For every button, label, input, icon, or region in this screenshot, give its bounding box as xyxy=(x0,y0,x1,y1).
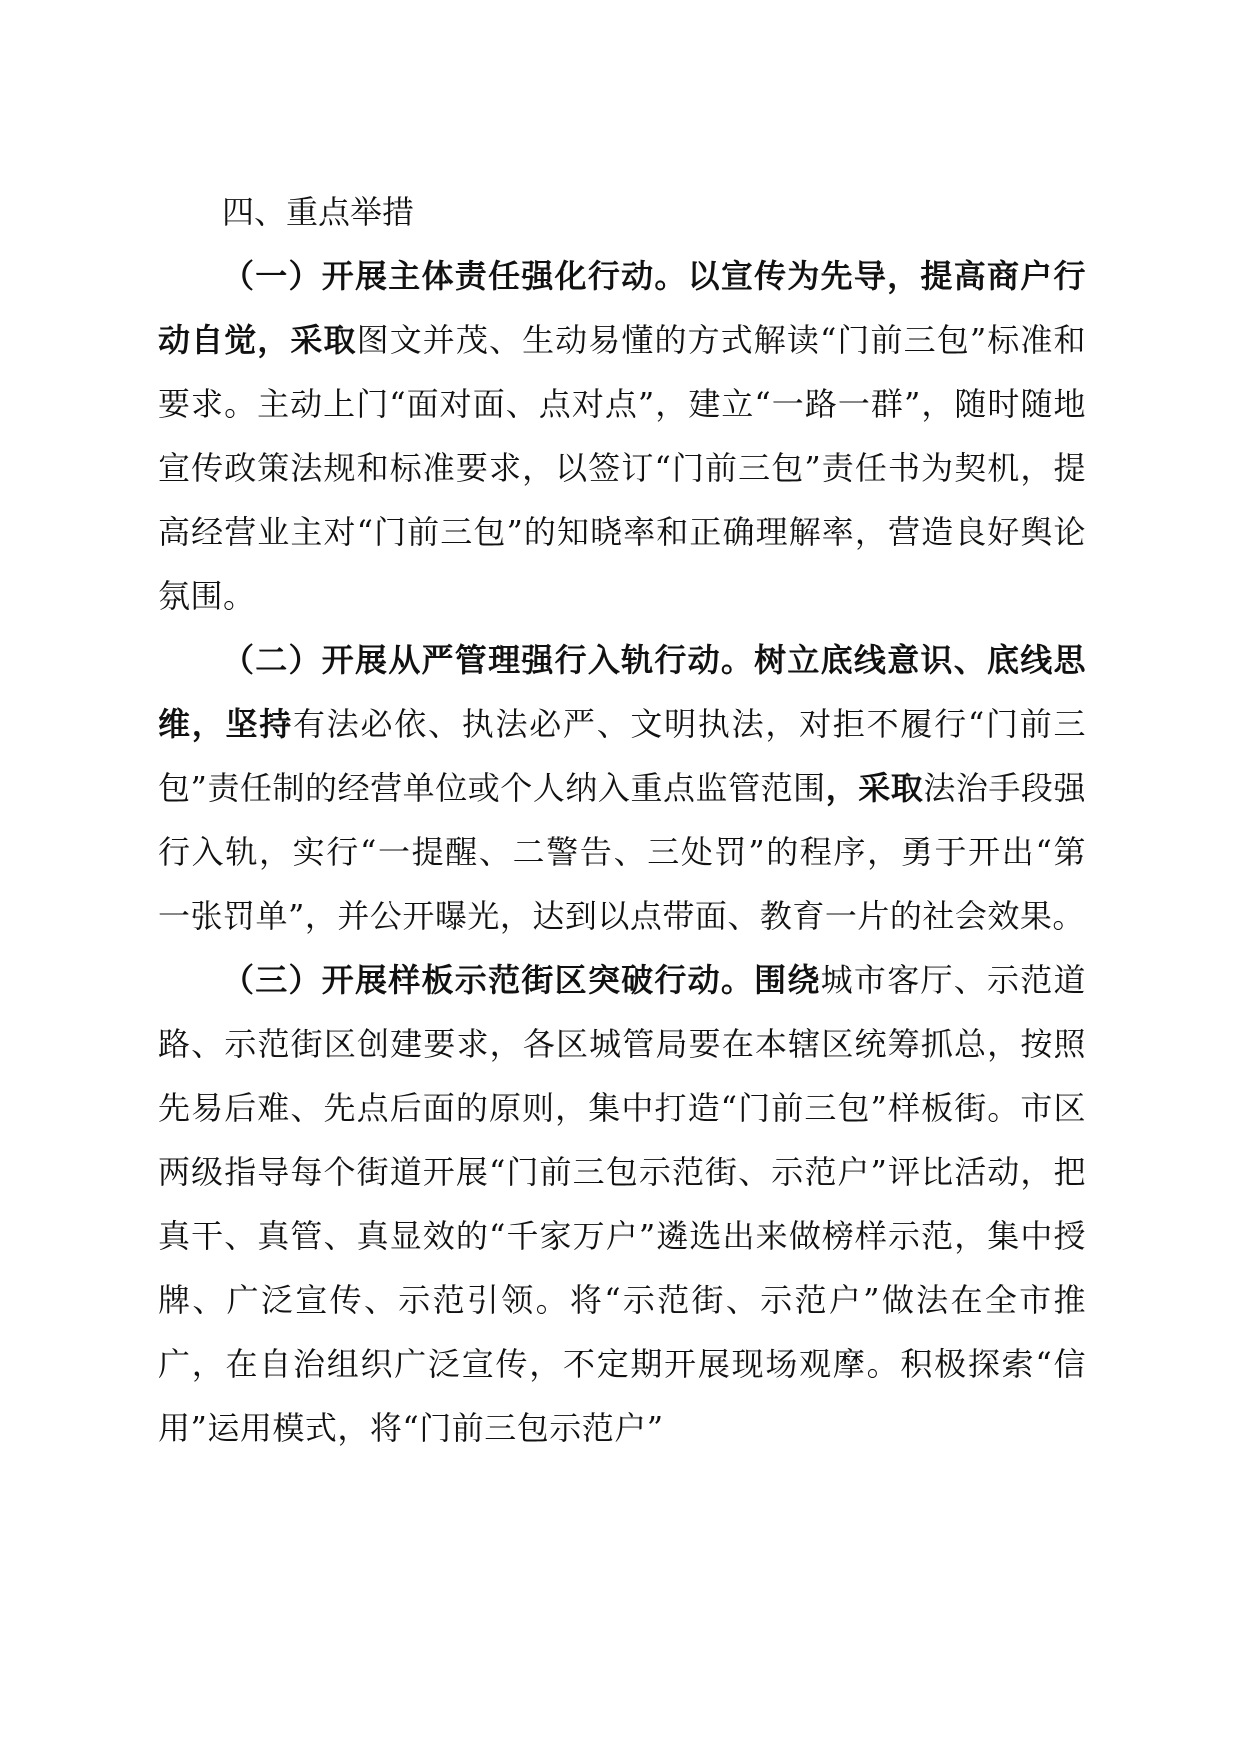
paragraph-3 xyxy=(158,948,1086,1460)
paragraph-1-body: 图文并茂、生动易懂的方式解读“门前三包”标准和要求。主动上门“面对面、点对点”，建立“一路一群”，随时随地宣传政策法规和标准要求，以签订“门前三包”责任书为契机，提高经营业主对“门前三包”的知晓率和正确理解率，营造良好舆论氛围。 xyxy=(158,321,1086,615)
paragraph-3-lead: 围绕 xyxy=(754,961,821,999)
section-heading: 四、重点举措 xyxy=(222,193,415,231)
paragraph-2-body-b: 法治手段强行入轨，实行“一提醒、二警告、三处罚”的程序，勇于开出“第一张罚单”，并公开曝光，达到以点带面、教育一片的社会效果。 xyxy=(158,769,1086,935)
paragraph-2-title: （二）开展从严管理强行入轨行动。 xyxy=(222,641,755,679)
paragraph-2-body-a: 有法必依、执法必严、文明执法，对拒不履行“门前三包”责任制的经营单位或个人纳入重点监管范围 xyxy=(158,705,1086,807)
paragraph-2-lead: 树立底线意识、底线思维，坚持 xyxy=(158,641,1086,743)
paragraph-2 xyxy=(158,628,1086,948)
paragraph-1-title: （一）开展主体责任强化行动。 xyxy=(222,257,688,295)
paragraph-1 xyxy=(158,244,1086,628)
paragraph-1-lead: 以宣传为先导，提高商户行动自觉，采取 xyxy=(158,257,1086,359)
paragraph-3-title: （三）开展样板示范街区突破行动。 xyxy=(222,961,755,999)
document-body xyxy=(158,180,1086,1460)
paragraph-3-body: 城市客厅、示范道路、示范街区创建要求，各区城管局要在本辖区统筹抓总，按照先易后难、先点后面的原则，集中打造“门前三包”样板街。市区两级指导每个街道开展“门前三包示范街、示范户”评比活动，把真干、真管、真显效的“千家万户”遴选出来做榜样示范，集中授牌、广泛宣传、示范引领。将“示范街、示范户”做法在全市推广，在自治组织广泛宣传，不定期开展现场观摩。积极探索“信用”运用模式，将“门前三包示范户” xyxy=(158,961,1086,1447)
paragraph-2-lead-2: ，采取 xyxy=(825,769,924,807)
